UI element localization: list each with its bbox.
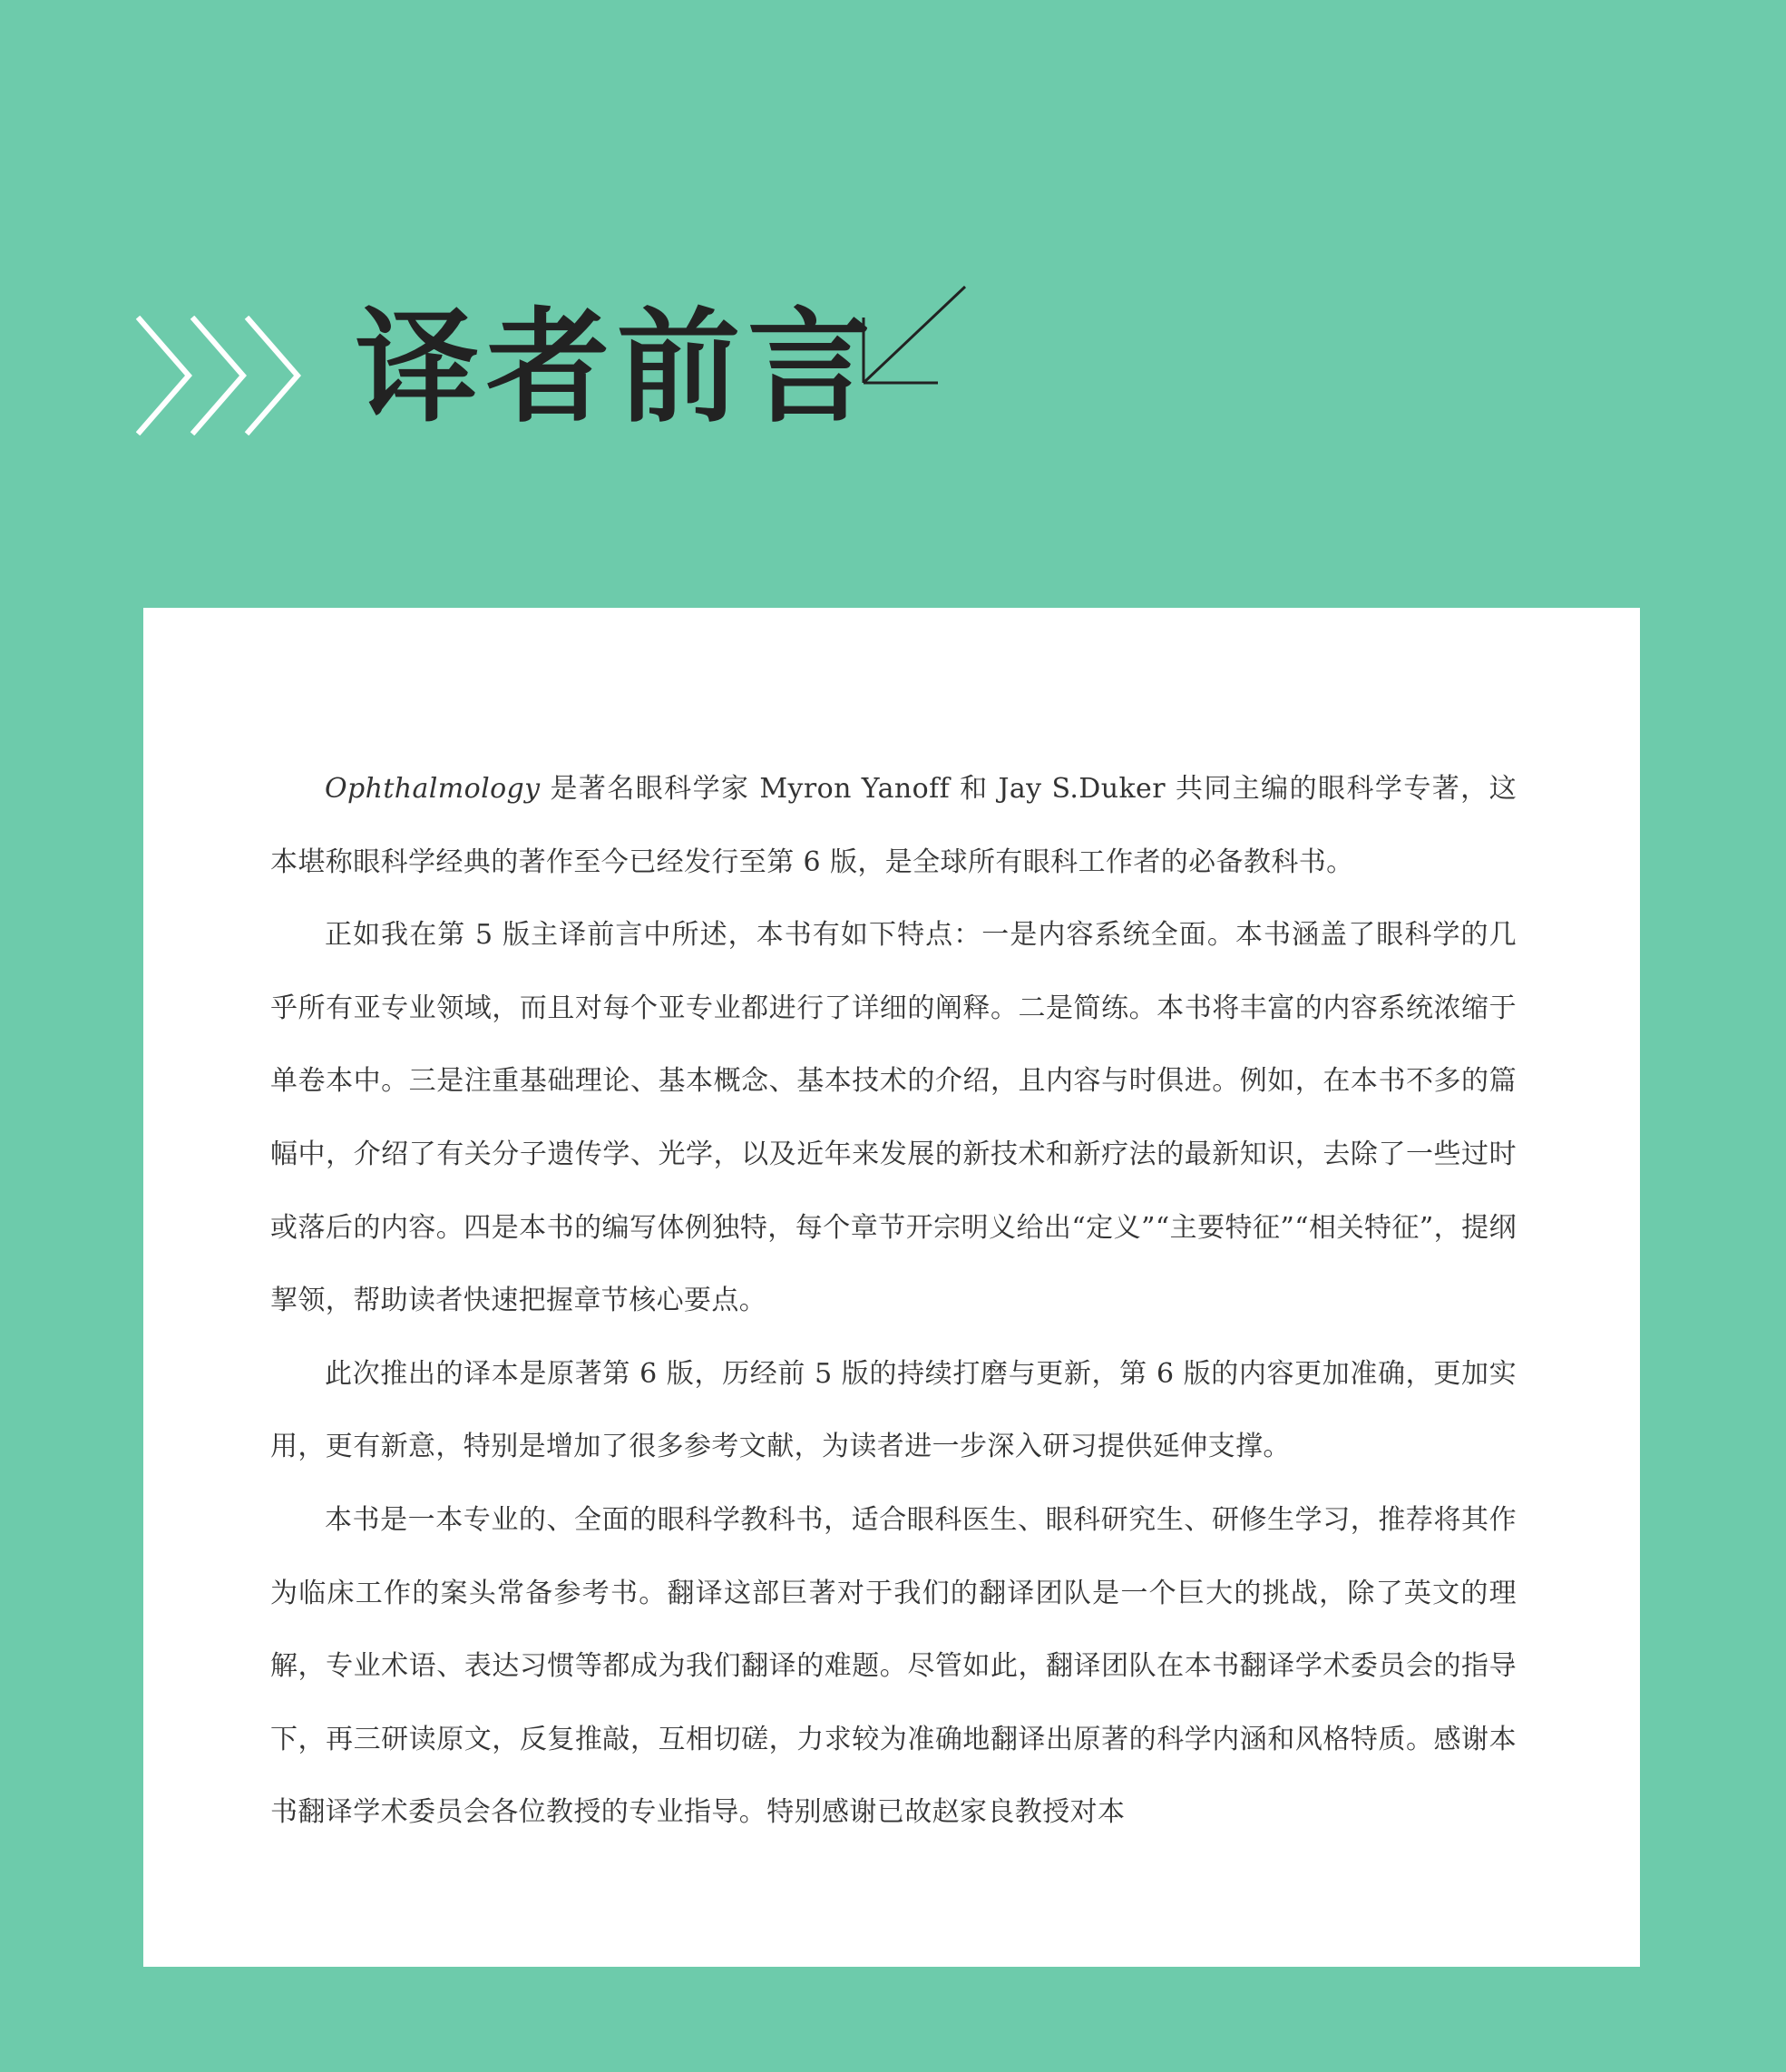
paragraph-3: 此次推出的译本是原著第 6 版，历经前 5 版的持续打磨与更新，第 6 版的内容更加准确，更加实用，更有新意，特别是增加了很多参考文献，为读者进一步深入研习提供延伸支撑。 xyxy=(270,1357,1517,1463)
paragraph-1-text: 是著名眼科学家 Myron Yanoff 和 Jay S.Duker 共同主编的眼科学专著，这本堪称眼科学经典的著作至今已经发行至第 6 版，是全球所有眼科工作者的必备教科书。 xyxy=(270,773,1517,878)
arrow-down-left-icon xyxy=(858,283,971,390)
page-title: 译者前言 xyxy=(356,295,878,440)
paragraph-4: 本书是一本专业的、全面的眼科学教科书，适合眼科医生、眼科研究生、研修生学习，推荐将其作为临床工作的案头常备参考书。翻译这部巨著对于我们的翻译团队是一个巨大的挑战，除了英文的理解，专业术语、表达习惯等都成为我们翻译的难题。尽管如此，翻译团队在本书翻译学术委员会的指导下，再三研读原文，反复推敲，互相切磋，力求较为准确地翻译出原著的科学内涵和风格特质。感谢本书翻译学术委员会各位教授的专业指导。特别感谢已故赵家良教授对本 xyxy=(270,1503,1517,1829)
paragraph-2: 正如我在第 5 版主译前言中所述，本书有如下特点：一是内容系统全面。本书涵盖了眼科学的几乎所有亚专业领域，而且对每个亚专业都进行了详细的阐释。二是简练。本书将丰富的内容系统浓缩于单卷本中。三是注重基础理论、基本概念、基本技术的介绍，且内容与时俱进。例如，在本书不多的篇幅中，介绍了有关分子遗传学、光学，以及近年来发展的新技术和新疗法的最新知识，去除了一些过时或落后的内容。四是本书的编写体例独特，每个章节开宗明义给出“定义”“主要特征”“相关特征”，提纲挈领，帮助读者快速把握章节核心要点。 xyxy=(270,919,1517,1317)
preface-body xyxy=(270,753,1517,1850)
book-title-italic: Ophthalmology xyxy=(325,773,541,805)
header-band xyxy=(0,0,1786,608)
triple-chevron-right-icon xyxy=(136,316,308,435)
content-panel xyxy=(143,608,1640,1967)
paragraph-1 xyxy=(270,753,1517,899)
